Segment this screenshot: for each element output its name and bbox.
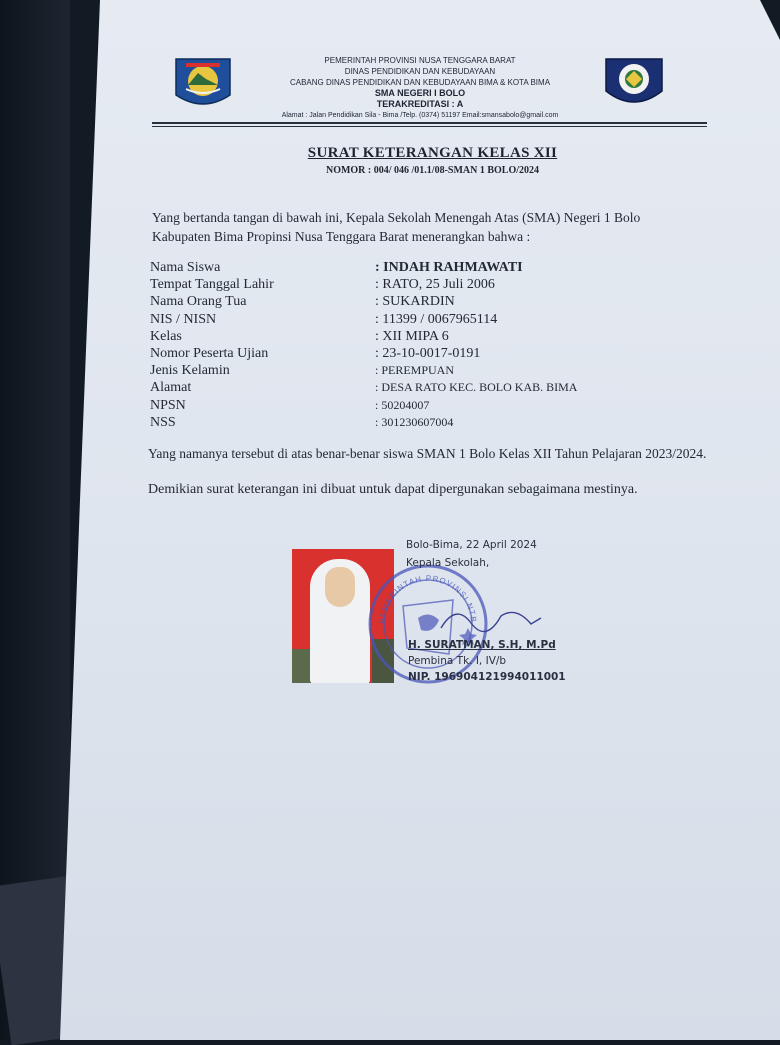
intro-paragraph (152, 208, 652, 246)
field-value: : 23-10-0017-0191 (375, 345, 481, 361)
field-value: : 50204007 (375, 397, 430, 412)
school-address: Alamat : Jalan Pendidikan Sila - Bima /Telp. (0374) 51197 Email:smansabolo@gmail.com (281, 112, 559, 119)
field-row (150, 363, 710, 380)
school-name: SMA NEGERI I BOLO (374, 88, 466, 98)
field-value: : PEREMPUAN (375, 363, 455, 378)
field-label: Tempat Tanggal Lahir (150, 277, 274, 293)
field-row (150, 329, 710, 346)
field-value: : RATO, 25 Juli 2006 (375, 277, 495, 293)
field-label: NSS (150, 414, 176, 430)
field-row (150, 312, 710, 329)
field-row (150, 415, 710, 432)
handwritten-signature-icon (436, 598, 546, 638)
letterhead-line-2: DINAS PENDIDIKAN DAN KEBUDAYAAN (344, 67, 496, 76)
accreditation: TERAKREDITASI : A (376, 99, 464, 109)
school-logo-icon (600, 55, 668, 113)
intro-line-1: Yang bertanda tangan di bawah ini, Kepala Sekolah Menengah Atas (SMA) Negeri 1 Bolo (152, 210, 641, 225)
field-label: Nama Orang Tua (150, 294, 247, 310)
province-logo-icon (172, 55, 234, 113)
field-row (150, 346, 710, 363)
closing-statement: Demikian surat keterangan ini dibuat untuk dapat dipergunakan sebagaimana mestinya. (148, 482, 638, 497)
signatory-nip: NIP. 196904121994011001 (408, 671, 566, 683)
header-rule-thin (152, 126, 707, 127)
photo-face (325, 567, 355, 607)
field-label: Nama Siswa (150, 260, 221, 275)
letterhead (240, 55, 600, 121)
field-value: : 301230607004 (375, 414, 454, 429)
confirmation-statement: Yang namanya tersebut di atas benar-benar siswa SMAN 1 Bolo Kelas XII Tahun Pelajaran 2023/2024. (148, 446, 707, 461)
field-row (150, 380, 710, 397)
letter-number: NOMOR : 004/ 046 /01.1/08-SMAN 1 BOLO/2024 (325, 165, 540, 176)
letter-title: SURAT KETERANGAN KELAS XII (307, 145, 558, 161)
letterhead-line-1: PEMERINTAH PROVINSI NUSA TENGGARA BARAT (324, 56, 516, 65)
intro-line-2: Kabupaten Bima Propinsi Nusa Tenggara Barat menerangkan bahwa : (152, 229, 531, 244)
header-rule-thick (152, 122, 707, 124)
field-row (150, 398, 710, 415)
letterhead-line-3: CABANG DINAS PENDIDIKAN DAN KEBUDAYAAN BIMA & KOTA BIMA (289, 78, 551, 87)
field-label: Alamat (150, 380, 192, 396)
field-label: NIS / NISN (150, 311, 217, 327)
field-label: Jenis Kelamin (150, 363, 230, 379)
field-label: NPSN (150, 397, 186, 413)
field-value: : DESA RATO KEC. BOLO KAB. BIMA (375, 380, 578, 395)
field-value: : INDAH RAHMAWATI (375, 260, 523, 275)
signatory-name: H. SURATMAN, S.H, M.Pd (408, 639, 556, 651)
stamp-text: PEMERINTAH PROVINSI NTB (377, 573, 479, 625)
field-value: : 11399 / 0067965114 (375, 311, 498, 327)
field-value: : XII MIPA 6 (375, 328, 449, 344)
signatory-rank: Pembina Tk. I, IV/b (408, 655, 507, 667)
field-row (150, 294, 710, 311)
field-label: Nomor Peserta Ujian (150, 345, 269, 361)
field-row (150, 260, 710, 277)
place-date: Bolo-Bima, 22 April 2024 (406, 539, 537, 551)
signatory-role: Kepala Sekolah, (406, 557, 490, 569)
field-row (150, 277, 710, 294)
student-fields (150, 260, 710, 432)
field-value: : SUKARDIN (375, 294, 455, 310)
field-label: Kelas (150, 328, 182, 344)
